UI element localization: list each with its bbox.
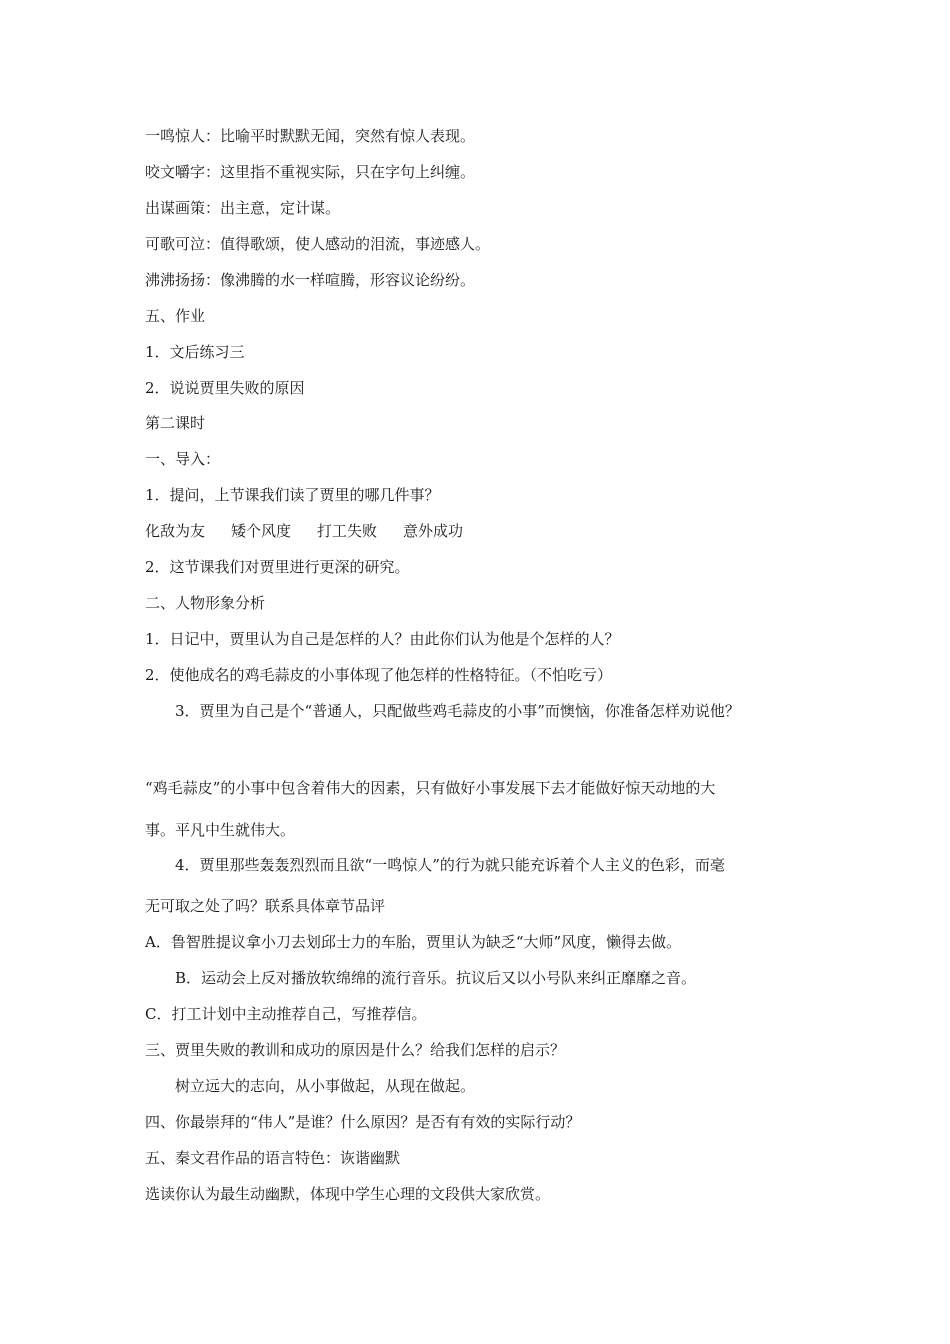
paragraph-line: “鸡毛蒜皮”的小事中包含着伟大的因素，只有做好小事发展下去才能做好惊天动地的大 <box>145 779 716 797</box>
paragraph-line: 选读你认为最生动幽默，体现中学生心理的文段供大家欣赏。 <box>145 1185 551 1203</box>
event-item: 矮个风度 <box>231 522 292 540</box>
list-item: A．鲁智胜提议拿小刀去划邱士力的车胎，贾里认为缺乏“大师”风度，懒得去做。 <box>145 933 682 951</box>
section-heading: 三、贾里失败的教训和成功的原因是什么？给我们怎样的启示？ <box>145 1041 566 1059</box>
text-line: 可歌可泣：值得歌颂，使人感动的泪流，事迹感人。 <box>145 235 491 253</box>
section-heading: 五、秦文君作品的语言特色：诙谐幽默 <box>145 1149 401 1167</box>
list-item: 2．说说贾里失败的原因 <box>145 379 305 397</box>
list-item: 1．提问，上节课我们读了贾里的哪几件事？ <box>145 486 440 504</box>
paragraph-line: 无可取之处了吗？联系具体章节品评 <box>145 897 386 915</box>
list-item: 1．日记中，贾里认为自己是怎样的人？由此你们认为他是个怎样的人？ <box>145 630 620 648</box>
list-item: 3．贾里为自己是个“普通人，只配做些鸡毛蒜皮的小事”而懊恼，你准备怎样劝说他？ <box>175 702 740 720</box>
list-item: 4．贾里那些轰轰烈烈而且欲“一鸣惊人”的行为就只能充诉着个人主义的色彩，而毫 <box>175 856 725 874</box>
lesson-heading: 第二课时 <box>145 414 206 432</box>
list-item: B．运动会上反对播放软绵绵的流行音乐。抗议后又以小号队来纠正靡靡之音。 <box>175 969 697 987</box>
section-heading: 一、导入： <box>145 450 221 468</box>
list-item: C．打工计划中主动推荐自己，写推荐信。 <box>145 1005 427 1023</box>
text-line: 一鸣惊人：比喻平时默默无闻，突然有惊人表现。 <box>145 127 476 145</box>
list-item: 2．使他成名的鸡毛蒜皮的小事体现了他怎样的性格特征。（不怕吃亏） <box>145 666 613 684</box>
event-item: 化敌为友 <box>145 522 206 540</box>
section-heading: 四、你最崇拜的“伟人”是谁？什么原因？是否有有效的实际行动？ <box>145 1113 581 1131</box>
text-line: 出谋画策：出主意，定计谋。 <box>145 199 341 217</box>
paragraph-line: 树立远大的志向，从小事做起，从现在做起。 <box>175 1077 476 1095</box>
list-item: 2．这节课我们对贾里进行更深的研究。 <box>145 558 410 576</box>
paragraph-line: 事。平凡中生就伟大。 <box>145 821 296 839</box>
text-line: 咬文嚼字：这里指不重视实际，只在字句上纠缠。 <box>145 163 476 181</box>
text-line: 沸沸扬扬：像沸腾的水一样喧腾，形容议论纷纷。 <box>145 271 476 289</box>
event-item: 意外成功 <box>403 522 464 540</box>
event-item: 打工失败 <box>317 522 378 540</box>
events-row <box>145 521 489 541</box>
section-heading: 五、作业 <box>145 307 206 325</box>
section-heading: 二、人物形象分析 <box>145 594 266 612</box>
list-item: 1．文后练习三 <box>145 343 245 361</box>
